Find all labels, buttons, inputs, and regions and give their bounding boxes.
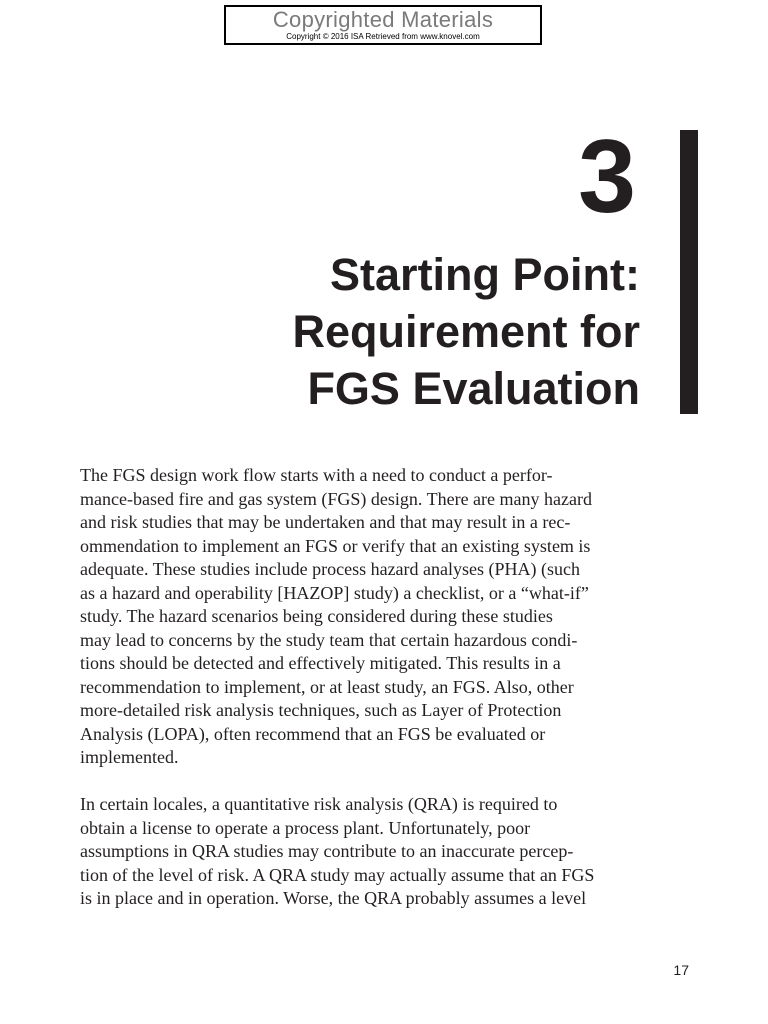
text-line: ommendation to implement an FGS or verify that an existing system is [80, 535, 591, 556]
chapter-title-line: Requirement for [292, 306, 640, 357]
chapter-title-line: Starting Point: [330, 249, 640, 300]
text-line: The FGS design work flow starts with a need to conduct a perfor- [80, 465, 553, 485]
stamp-title: Copyrighted Materials [272, 7, 494, 32]
chapter-title [120, 246, 640, 417]
text-line: tion of the level of risk. A QRA study may actually assume that an FGS [80, 864, 595, 885]
text-line: assumptions in QRA studies may contribute to an inaccurate percep- [80, 841, 574, 861]
text-line: adequate. These studies include process hazard analyses (PHA) (such [80, 559, 581, 579]
text-line: as a hazard and operability [HAZOP] study) a checklist, or a “what-if” [80, 582, 589, 603]
text-line: tions should be detected and effectively mitigated. This results in a [80, 653, 561, 673]
page-number: 17 [673, 962, 689, 978]
chapter-title-line: FGS Evaluation [307, 363, 640, 414]
text-line: mance-based fire and gas system (FGS) design. There are many hazard [80, 488, 592, 509]
text-line: implemented. [80, 747, 179, 767]
text-line: study. The hazard scenarios being considered during these studies [80, 606, 553, 626]
text-line: is in place and in operation. Worse, the QRA probably assumes a level [80, 888, 587, 908]
text-line: may lead to concerns by the study team that certain hazardous condi- [80, 629, 578, 650]
stamp-subtitle: Copyright © 2016 ISA Retrieved from www.knovel.com [286, 32, 480, 41]
text-line: obtain a license to operate a process plant. Unfortunately, poor [80, 817, 531, 838]
paragraph [80, 464, 692, 770]
copyright-stamp [224, 5, 542, 45]
text-line: recommendation to implement, or at least study, an FGS. Also, other [80, 676, 574, 697]
text-line: and risk studies that may be undertaken and that may result in a rec- [80, 512, 571, 532]
text-line: In certain locales, a quantitative risk analysis (QRA) is required to [80, 794, 558, 814]
chapter-number: 3 [578, 119, 636, 235]
text-line: Analysis (LOPA), often recommend that an FGS be evaluated or [80, 723, 546, 744]
chapter-bar [680, 130, 698, 414]
body-text [80, 464, 692, 934]
paragraph [80, 793, 692, 911]
text-line: more-detailed risk analysis techniques, such as Layer of Protection [80, 700, 562, 720]
